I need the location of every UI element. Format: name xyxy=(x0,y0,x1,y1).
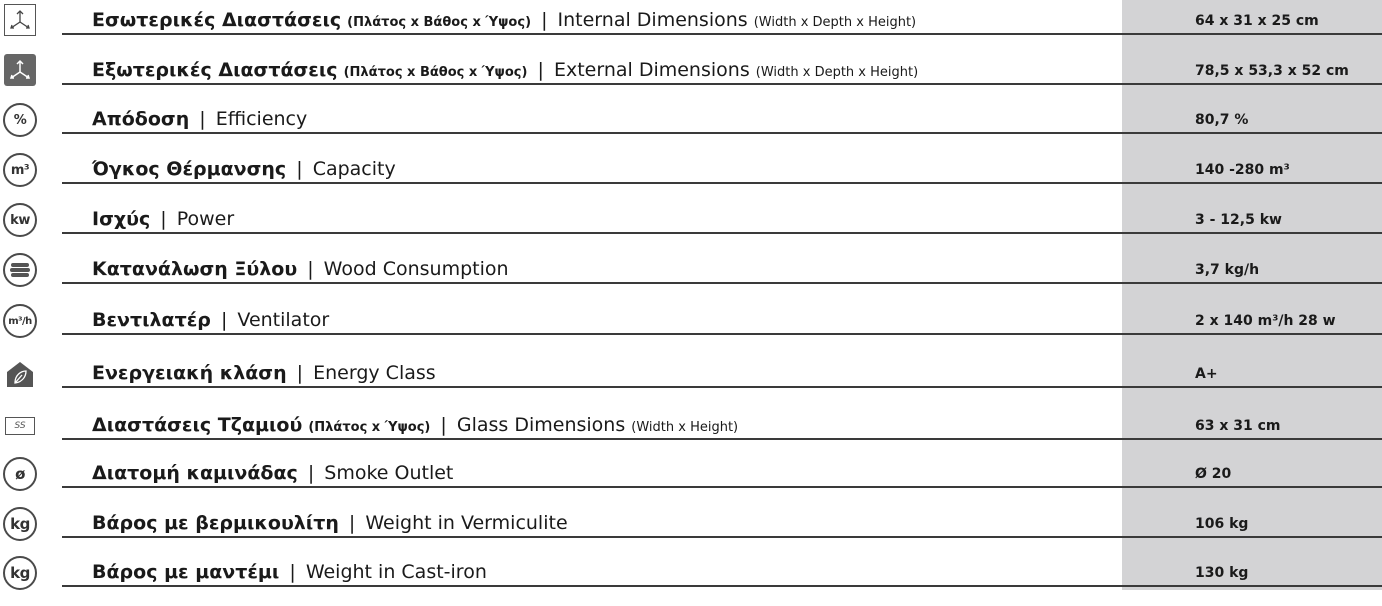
spec-label xyxy=(92,361,436,385)
spec-row-weight-vermiculite xyxy=(0,507,1382,557)
spec-label xyxy=(92,560,487,584)
separator: | xyxy=(348,512,356,534)
spec-row-weight-cast-iron xyxy=(0,556,1382,606)
spec-value: 78,5 x 53,3 x 52 cm xyxy=(1195,63,1349,79)
spec-value: A+ xyxy=(1195,366,1218,382)
spec-row-efficiency xyxy=(0,103,1382,153)
separator: | xyxy=(296,158,303,180)
english-label: Energy Class xyxy=(313,362,436,384)
percent-icon: % xyxy=(3,103,37,137)
english-note: (Width x Depth x Height) xyxy=(755,65,919,80)
glass-dimensions-icon: SS xyxy=(5,417,35,435)
spec-value: 106 kg xyxy=(1195,516,1249,532)
separator: | xyxy=(296,362,304,384)
spec-value: 3 - 12,5 kw xyxy=(1195,212,1282,228)
dimensions-filled-icon xyxy=(4,54,36,86)
english-label: Internal Dimensions xyxy=(557,9,748,31)
row-divider xyxy=(62,486,1382,488)
spec-row-external-dimensions xyxy=(0,54,1382,104)
spec-value: 130 kg xyxy=(1195,565,1249,581)
greek-label: Ισχύς xyxy=(92,208,151,230)
english-label: Glass Dimensions xyxy=(456,414,626,436)
wood-logs-icon xyxy=(3,253,37,287)
row-divider xyxy=(62,232,1382,234)
spec-label xyxy=(92,207,234,231)
spec-value: 80,7 % xyxy=(1195,112,1249,128)
energy-leaf-house-icon xyxy=(3,357,37,391)
english-note: (Width x Depth x Height) xyxy=(753,15,917,30)
greek-label: Βεντιλατέρ xyxy=(92,309,211,331)
separator: | xyxy=(220,309,228,331)
greek-label: Όγκος Θέρμανσης xyxy=(92,158,287,180)
separator: | xyxy=(541,9,548,31)
weight-kg-icon: kg xyxy=(3,507,37,541)
dimensions-outline-icon xyxy=(4,4,36,36)
greek-label: Διατομή καμινάδας xyxy=(92,462,298,484)
greek-label: Απόδοση xyxy=(92,108,190,130)
row-divider xyxy=(62,83,1382,85)
spec-row-power xyxy=(0,203,1382,253)
row-divider xyxy=(62,536,1382,538)
greek-label: Διαστάσεις Τζαμιού xyxy=(92,414,303,436)
english-note: (Width x Height) xyxy=(631,420,739,435)
english-label: Power xyxy=(176,208,235,230)
separator: | xyxy=(289,561,296,583)
row-divider xyxy=(62,33,1382,35)
spec-row-glass-dimensions xyxy=(0,409,1382,459)
separator: | xyxy=(307,462,315,484)
spec-value: 3,7 kg/h xyxy=(1195,262,1260,278)
spec-label xyxy=(92,413,738,440)
english-label: Ventilator xyxy=(237,309,330,331)
cubic-meter-icon: m³ xyxy=(3,153,37,187)
row-divider xyxy=(62,182,1382,184)
english-label: Capacity xyxy=(312,158,396,180)
spec-row-capacity xyxy=(0,153,1382,203)
spec-label xyxy=(92,157,396,181)
spec-value: 64 x 31 x 25 cm xyxy=(1195,13,1319,29)
spec-row-energy-class xyxy=(0,357,1382,407)
spec-value: 140 -280 m³ xyxy=(1195,162,1290,178)
spec-label xyxy=(92,461,453,485)
greek-label: Ενεργειακή κλάση xyxy=(92,362,287,384)
separator: | xyxy=(160,208,167,230)
greek-note: (Πλάτος x Βάθος x Ύψος) xyxy=(347,15,532,30)
separator: | xyxy=(199,108,206,130)
row-divider xyxy=(62,333,1382,335)
row-divider xyxy=(62,282,1382,284)
spec-label xyxy=(92,58,918,85)
greek-label: Εξωτερικές Διαστάσεις xyxy=(92,59,338,81)
airflow-icon: m³/h xyxy=(3,304,37,338)
greek-note: (Πλάτος x Ύψος) xyxy=(308,420,431,435)
spec-label xyxy=(92,257,509,281)
english-label: Smoke Outlet xyxy=(324,462,454,484)
row-divider xyxy=(62,132,1382,134)
english-label: Weight in Cast-iron xyxy=(305,561,487,583)
english-label: Efficiency xyxy=(215,108,308,130)
separator: | xyxy=(537,59,544,81)
greek-label: Βάρος με βερμικουλίτη xyxy=(92,512,339,534)
row-divider xyxy=(62,438,1382,440)
english-label: Weight in Vermiculite xyxy=(365,512,568,534)
greek-note: (Πλάτος x Βάθος x Ύψος) xyxy=(343,65,528,80)
kilowatt-icon: kw xyxy=(3,203,37,237)
spec-row-ventilator xyxy=(0,304,1382,354)
greek-label: Εσωτερικές Διαστάσεις xyxy=(92,9,342,31)
spec-label xyxy=(92,8,916,35)
spec-row-wood-consumption xyxy=(0,253,1382,303)
spec-label xyxy=(92,107,307,131)
spec-value: Ø 20 xyxy=(1195,466,1232,482)
spec-label xyxy=(92,511,568,535)
spec-row-internal-dimensions xyxy=(0,4,1382,54)
row-divider xyxy=(62,386,1382,388)
greek-label: Κατανάλωση Ξύλου xyxy=(92,258,298,280)
row-divider xyxy=(62,585,1382,587)
separator: | xyxy=(440,414,447,436)
greek-label: Βάρος με μαντέμι xyxy=(92,561,280,583)
english-label: Wood Consumption xyxy=(323,258,509,280)
separator: | xyxy=(307,258,314,280)
spec-value: 63 x 31 cm xyxy=(1195,418,1281,434)
diameter-icon: ø xyxy=(3,457,37,491)
weight-kg-icon: kg xyxy=(3,556,37,590)
spec-row-smoke-outlet xyxy=(0,457,1382,507)
spec-value: 2 x 140 m³/h 28 w xyxy=(1195,313,1336,329)
english-label: External Dimensions xyxy=(553,59,750,81)
spec-label xyxy=(92,308,329,332)
